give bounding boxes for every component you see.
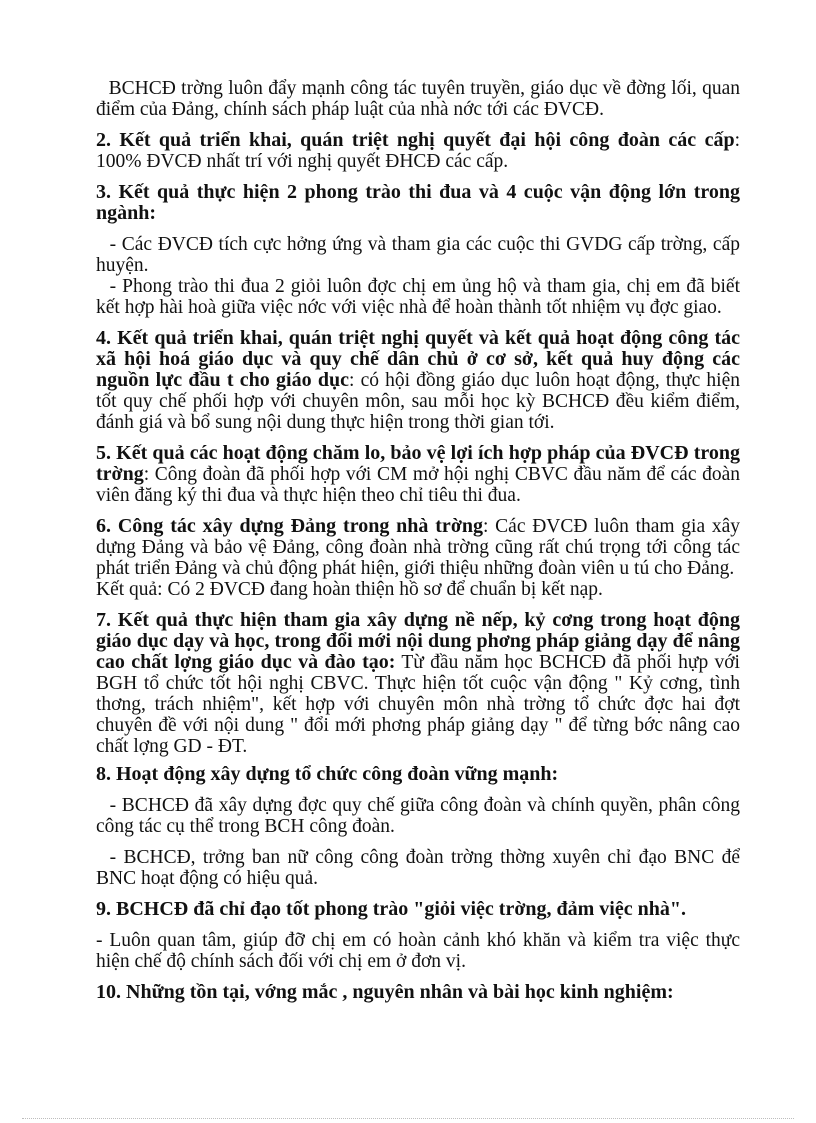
section-8-item-2: - BCHCĐ, trởng ban nữ công công đoàn trờng thờng xuyên chỉ đạo BNC để BNC hoạt động có hiệu quả. [96,847,740,889]
section-8-item-1: - BCHCĐ đã xây dựng đợc quy chế giữa công đoàn và chính quyền, phân công công tác cụ thể trong BCH công đoàn. [96,795,740,837]
section-4 [96,328,740,433]
section-2-text: : 100% ĐVCĐ nhất trí với nghị quyết ĐHCĐ các cấp. [96,130,740,172]
section-3-title: 3. Kết quả thực hiện 2 phong trào thi đua và 4 cuộc vận động lớn trong ngành: [96,181,740,224]
section-5-text: : Công đoàn đã phối hợp với CM mở hội nghị CBVC đầu năm để các đoàn viên đăng ký thi đua và thực hiện theo chỉ tiêu thi đua. [96,464,740,506]
section-9-item-1: - Luôn quan tâm, giúp đỡ chị em có hoàn cảnh khó khăn và kiểm tra việc thực hiện chế độ chính sách đối với chị em ở đơn vị. [96,930,740,972]
section-6-result: Kết quả: Có 2 ĐVCĐ đang hoàn thiện hồ sơ để chuẩn bị kết nạp. [96,579,603,600]
section-4-title: 4. Kết quả triển khai, quán triệt nghị quyết và kết quả hoạt động công tác xã hội hoá giáo dục và quy chế dân chủ ở cơ sở, kết quả huy động các nguồn lực đầu t cho giáo dục [96,327,740,391]
section-7-title: 7. Kết quả thực hiện tham gia xây dựng nề nếp, kỷ cơng trong hoạt động giáo dục dạy và học, trong đổi mới nội dung phơng pháp giảng dạy để nâng cao chất lợng giáo dục và đào tạo: [96,609,740,673]
section-10-title: 10. Những tồn tại, vớng mắc , nguyên nhân và bài học kinh nghiệm: [96,981,674,1003]
intro-paragraph [96,78,740,120]
section-5 [96,443,740,506]
section-3-item-2: - Phong trào thi đua 2 giỏi luôn đợc chị em ủng hộ và tham gia, chị em đã biết kết hợp hài hoà giữa việc nớc với việc nhà để hoàn thành tốt nhiệm vụ đợc giao. [96,276,740,318]
section-3-item-1: - Các ĐVCĐ tích cực hởng ứng và tham gia các cuộc thi GVDG cấp trờng, cấp huyện. [96,234,740,276]
page-bottom-border [22,1118,794,1119]
intro-text: BCHCĐ trờng luôn đẩy mạnh công tác tuyên truyền, giáo dục về đờng lối, quan điểm của Đảng, chính sách pháp luật của nhà nớc tới các ĐVCĐ. [96,78,740,120]
section-5-title: 5. Kết quả các hoạt động chăm lo, bảo vệ lợi ích hợp pháp của ĐVCĐ trong trờng [96,442,740,485]
section-2 [96,130,740,172]
section-6-title: 6. Công tác xây dựng Đảng trong nhà trờng [96,515,484,537]
section-6-text: : Các ĐVCĐ luôn tham gia xây dựng Đảng và bảo vệ Đảng, công đoàn nhà trờng cũng rất chú trọng tới công tác phát triển Đảng và chủ động phát hiện, giới thiệu những đoàn viên u tú cho Đảng. [96,516,740,579]
section-6 [96,516,740,579]
section-7 [96,610,740,757]
section-2-title: 2. Kết quả triển khai, quán triệt nghị quyết đại hội công đoàn các cấp [96,129,735,151]
section-4-text: : có hội đồng giáo dục luôn hoạt động, thực hiện tốt quy chế phối hợp với chuyên môn, sau mỗi học kỳ BCHCĐ đều kiểm điểm, đánh giá và bổ sung nội dung thực hiện trong thời gian tới. [96,370,740,433]
section-7-text: Từ đầu năm học BCHCĐ đã phối hựp với BGH tổ chức tốt hội nghị CBVC. Thực hiện tốt cuộc vận động " Kỷ cơng, tình thơng, trách nhiệm", kết hợp với chuyên môn nhà trờng tổ chức đợc hai đợt chuyên đề với nội dung " đổi mới phơng pháp giảng dạy " để từng bớc nâng cao chất lợng GD - ĐT. [96,652,740,757]
document-page [96,78,740,1003]
section-9-title: 9. BCHCĐ đã chỉ đạo tốt phong trào "giỏi việc trờng, đảm việc nhà". [96,898,686,920]
section-8-title: 8. Hoạt động xây dựng tổ chức công đoàn vững mạnh: [96,763,559,785]
